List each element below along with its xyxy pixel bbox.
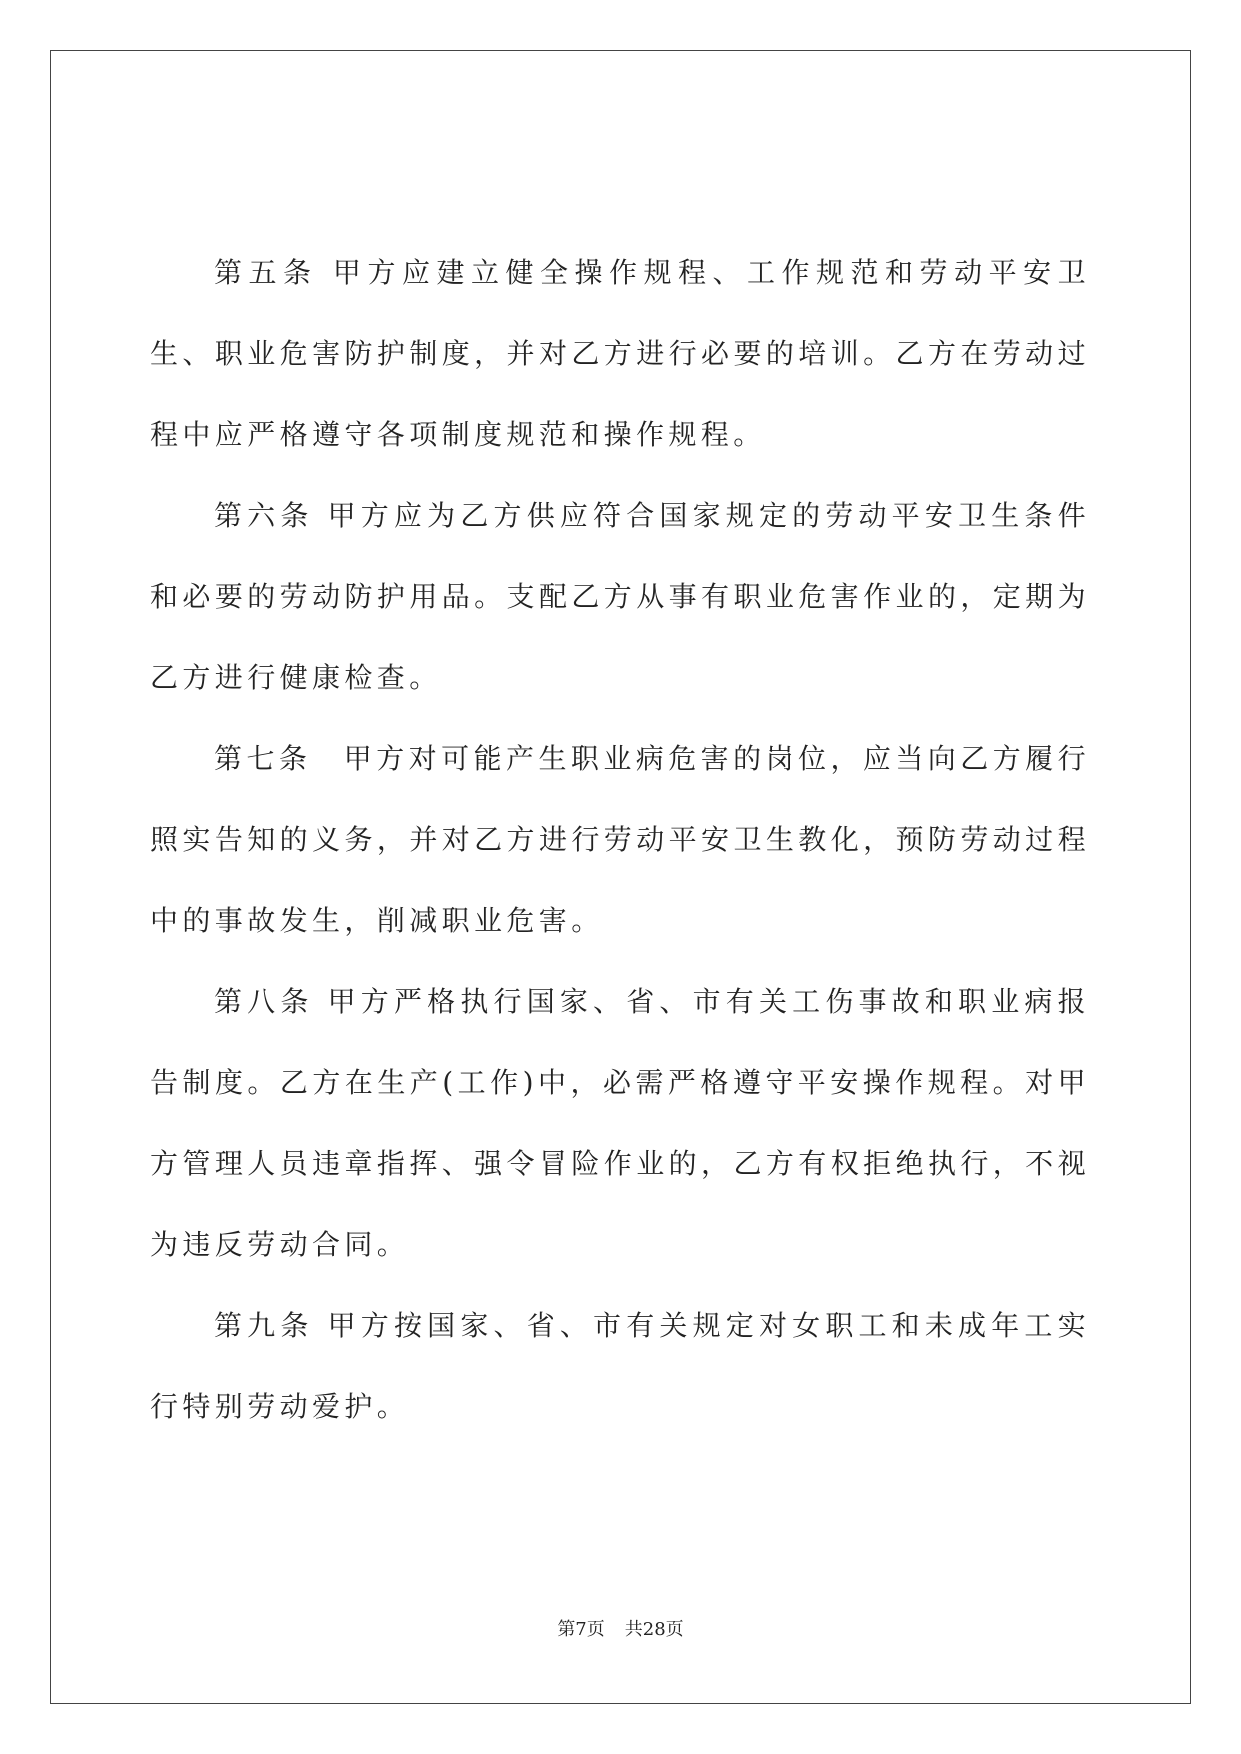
page-footer bbox=[0, 1615, 1241, 1641]
clause-7: 第七条 甲方对可能产生职业病危害的岗位，应当向乙方履行照实告知的义务，并对乙方进行劳动平安卫生教化，预防劳动过程中的事故发生，削减职业危害。 bbox=[150, 742, 1090, 937]
clause-6: 第六条 甲方应为乙方供应符合国家规定的劳动平安卫生条件和必要的劳动防护用品。支配乙方从事有职业危害作业的，定期为乙方进行健康检查。 bbox=[150, 499, 1090, 694]
page-number: 第7页 bbox=[557, 1619, 605, 1640]
clause-8: 第八条 甲方严格执行国家、省、市有关工伤事故和职业病报告制度。乙方在生产(工作)中，必需严格遵守平安操作规程。对甲方管理人员违章指挥、强令冒险作业的，乙方有权拒绝执行，不视为违反劳动合同。 bbox=[150, 985, 1090, 1261]
clause-9: 第九条 甲方按国家、省、市有关规定对女职工和未成年工实行特别劳动爱护。 bbox=[150, 1309, 1090, 1423]
clause-5: 第五条 甲方应建立健全操作规程、工作规范和劳动平安卫生、职业危害防护制度，并对乙方进行必要的培训。乙方在劳动过程中应严格遵守各项制度规范和操作规程。 bbox=[150, 256, 1090, 451]
document-body bbox=[150, 232, 1090, 1447]
page-total: 共28页 bbox=[624, 1619, 684, 1640]
